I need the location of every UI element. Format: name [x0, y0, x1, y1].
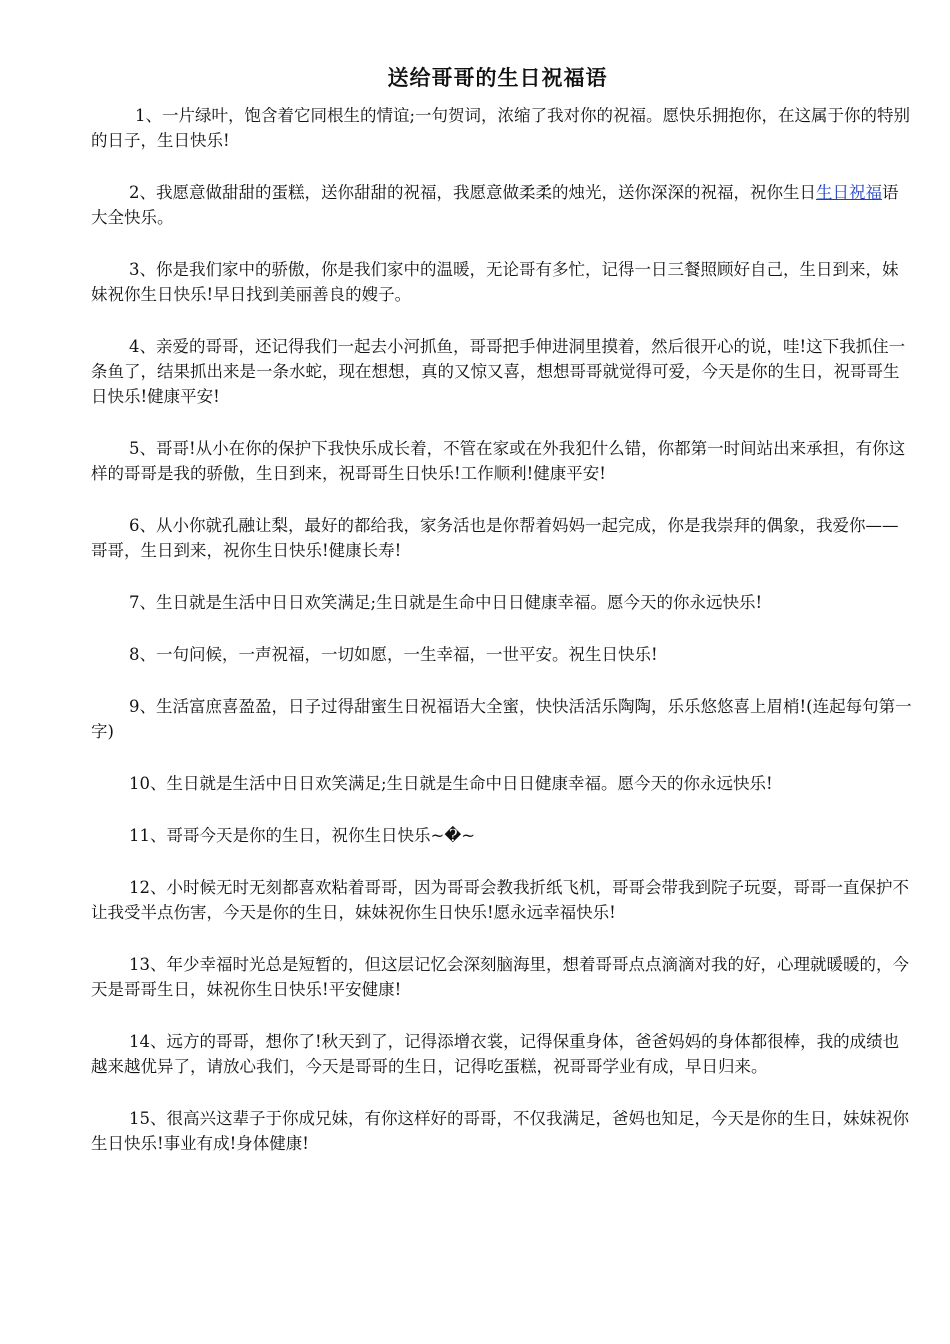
paragraph-14: 14、远方的哥哥，想你了!秋天到了，记得添增衣裳，记得保重身体，爸爸妈妈的身体都很棒，我的成绩也越来越优异了，请放心我们，今天是哥哥的生日，记得吃蛋糕，祝哥哥学业有成，早日归来。: [91, 1032, 900, 1076]
paragraph-12: 12、小时候无时无刻都喜欢粘着哥哥，因为哥哥会教我折纸飞机，哥哥会带我到院子玩耍，哥哥一直保护不让我受半点伤害，今天是你的生日，妹妹祝你生日快乐!愿永远幸福快乐!: [91, 878, 909, 922]
paragraph-10: 10、生日就是生活中日日欢笑满足;生日就是生命中日日健康幸福。愿今天的你永远快乐!: [129, 774, 773, 793]
paragraph-1: 1、一片绿叶，饱含着它同根生的情谊;一句贺词，浓缩了我对你的祝福。愿快乐拥抱你，在这属于你的特别的日子，生日快乐!: [91, 106, 911, 150]
paragraph-3: 3、你是我们家中的骄傲，你是我们家中的温暖，无论哥有多忙，记得一日三餐照顾好自己，生日到来，妹妹祝你生日快乐!早日找到美丽善良的嫂子。: [91, 260, 899, 304]
paragraph-list: [91, 103, 913, 1183]
paragraph-2-text-before: 2、我愿意做甜甜的蛋糕，送你甜甜的祝福，我愿意做柔柔的烛光，送你深深的祝福，祝你生日: [129, 183, 816, 202]
paragraph-5: 5、哥哥!从小在你的保护下我快乐成长着，不管在家或在外我犯什么错，你都第一时间站出来承担，有你这样的哥哥是我的骄傲，生日到来，祝哥哥生日快乐!工作顺利!健康平安!: [91, 439, 906, 483]
paragraph-11: 11、哥哥今天是你的生日，祝你生日快乐~�~: [129, 826, 476, 845]
birthday-wishes-link[interactable]: 生日祝福: [816, 183, 882, 202]
paragraph-7: 7、生日就是生活中日日欢笑满足;生日就是生命中日日健康幸福。愿今天的你永远快乐!: [129, 593, 763, 612]
paragraph-9: 9、生活富庶喜盈盈，日子过得甜蜜生日祝福语大全蜜，快快活活乐陶陶，乐乐悠悠喜上眉梢!(连起每句第一字): [91, 697, 912, 741]
paragraph-6: 6、从小你就孔融让梨，最好的都给我，家务活也是你帮着妈妈一起完成，你是我崇拜的偶象，我爱你——哥哥，生日到来，祝你生日快乐!健康长寿!: [91, 516, 899, 560]
paragraph-13: 13、年少幸福时光总是短暂的，但这层记忆会深刻脑海里，想着哥哥点点滴滴对我的好，心理就暖暖的，今天是哥哥生日，妹祝你生日快乐!平安健康!: [91, 955, 909, 999]
paragraph-2-text-after: 语大全快乐。: [91, 183, 899, 227]
document-title: 送给哥哥的生日祝福语: [387, 65, 608, 90]
paragraph-8: 8、一句问候，一声祝福，一切如愿，一生幸福，一世平安。祝生日快乐!: [129, 645, 658, 664]
paragraph-2: [91, 180, 913, 230]
paragraph-15: 15、很高兴这辈子于你成兄妹，有你这样好的哥哥，不仅我满足，爸妈也知足，今天是你的生日，妹妹祝你生日快乐!事业有成!身体健康!: [91, 1109, 909, 1153]
paragraph-4: 4、亲爱的哥哥，还记得我们一起去小河抓鱼，哥哥把手伸进洞里摸着，然后很开心的说，哇!这下我抓住一条鱼了，结果抓出来是一条水蛇，现在想想，真的又惊又喜，想想哥哥就觉得可爱，今天是你的生日，祝哥哥生日快乐!健康平安!: [91, 337, 906, 406]
